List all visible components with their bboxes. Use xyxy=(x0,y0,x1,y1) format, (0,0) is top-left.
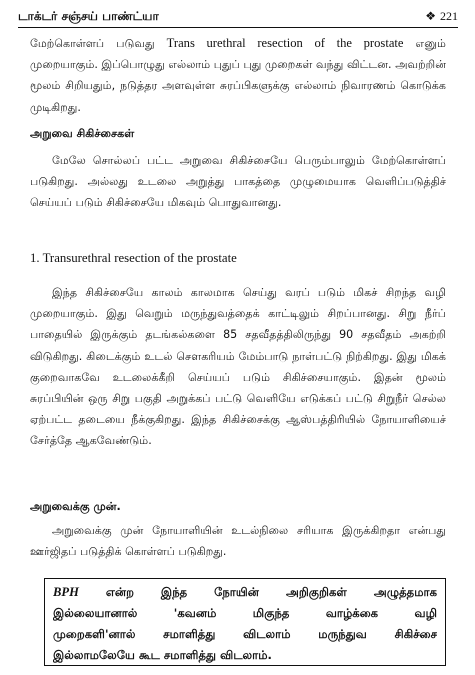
box-english: BPH xyxy=(53,585,79,599)
paragraph-3: இந்த சிகிச்சையே காலம் காலமாக செய்து வரப் படும் மிகச் சிறந்த வழி முறையாகும். இது வெறும் மருந்துவத்தைக் காட்டிலும் சிறப்பானது. சிறு நீர்ப் பாதையில் இருக்கும் தடங்கல்களை 85 சதவீதத்திலிருந்து 90 சதவீதம் அகற்றி விடுகிறது. கிடைக்கும் உடல் சௌகரியம் மேம்பாடு நாள்பட்டு நிற்கிறது. இது மிகக் குறைவாகவே உடலைக்கீறி செய்யப் படும் சிகிச்சையாகும். இதன் மூலம் சுரப்பியின் ஒரு சிறு பகுதி அறுக்கப் பட்டு வெளியே எடுக்கப் பட்டு சிறுநீர் செல்ல ஏற்பட்ட தடையை நீக்குகிறது. இந்த சிகிச்சைக்கு ஆஸ்பத்திரியில் நோயாளியைச் சேர்த்தே ஆகவேண்டும். xyxy=(30,286,446,448)
paragraph-4: அறுவைக்கு முன் நோயாளியின் உடல்நிலை சரியாக இருக்கிறதா என்பது ஊர்ஜிதப் படுத்திக் கொள்ளப் படுகிறது. xyxy=(30,524,446,559)
paragraph-1-suffix: எனும் முறையாகும். இப்பொழுது எல்லாம் புதுப் புது முறைகள் வந்து விட்டன. அவற்றின் மூலம் சிறியதும், நடுத்தர அளவுள்ள சுரப்பிகளுக்கு எல்லாம் நிவாரணம் கொடுக்க முடிகிறது. xyxy=(30,37,446,114)
highlight-box xyxy=(44,578,446,666)
header-rule xyxy=(18,27,458,28)
section-heading-before-surgery: அறுவைக்கு முன். xyxy=(30,500,121,513)
paragraph-1-prefix: மேற்கொள்ளப் படுவது xyxy=(30,37,167,50)
section-heading-turp: 1. Transurethral resection of the prostate xyxy=(30,251,237,265)
box-line-4: இல்லாமலேயே கூட சமாளித்து விடலாம். xyxy=(53,648,272,662)
paragraph-1-english: Trans urethral resection of the prostate xyxy=(166,36,404,50)
page-number: 221 xyxy=(440,9,458,23)
box-line-3: முறைகளி'னால் சமாளித்து விடலாம் மருந்துவ சிகிச்சை xyxy=(53,627,437,641)
paragraph-2: மேலே சொல்லப் பட்ட அறுவை சிகிச்சையே பெரும்பாலும் மேற்கொள்ளப் படுகிறது. அல்லது உடலை அறுத்து பாகத்தை முழுமையாக வெளிப்படுத்திச் செய்யப் படும் சிகிச்சையே மிகவும் பொதுவானது. xyxy=(30,154,446,210)
header-page-number xyxy=(425,6,458,26)
box-line-1 xyxy=(53,582,437,603)
header-title: டாக்டர் சஞ்சய் பாண்ட்யா xyxy=(18,9,159,23)
running-header xyxy=(18,6,458,26)
paragraph-1 xyxy=(30,33,446,118)
box-line-2: இல்லையானால் 'கவனம் மிகுந்த வாழ்க்கை வழி xyxy=(53,606,437,620)
diamond-ornament-icon: ❖ xyxy=(425,9,436,23)
box-line-1-text: என்ற இந்த நோயின் அறிகுறிகள் அழுத்தமாக xyxy=(78,585,437,599)
section-heading-surgery: அறுவை சிகிச்சைகள் xyxy=(30,127,135,140)
